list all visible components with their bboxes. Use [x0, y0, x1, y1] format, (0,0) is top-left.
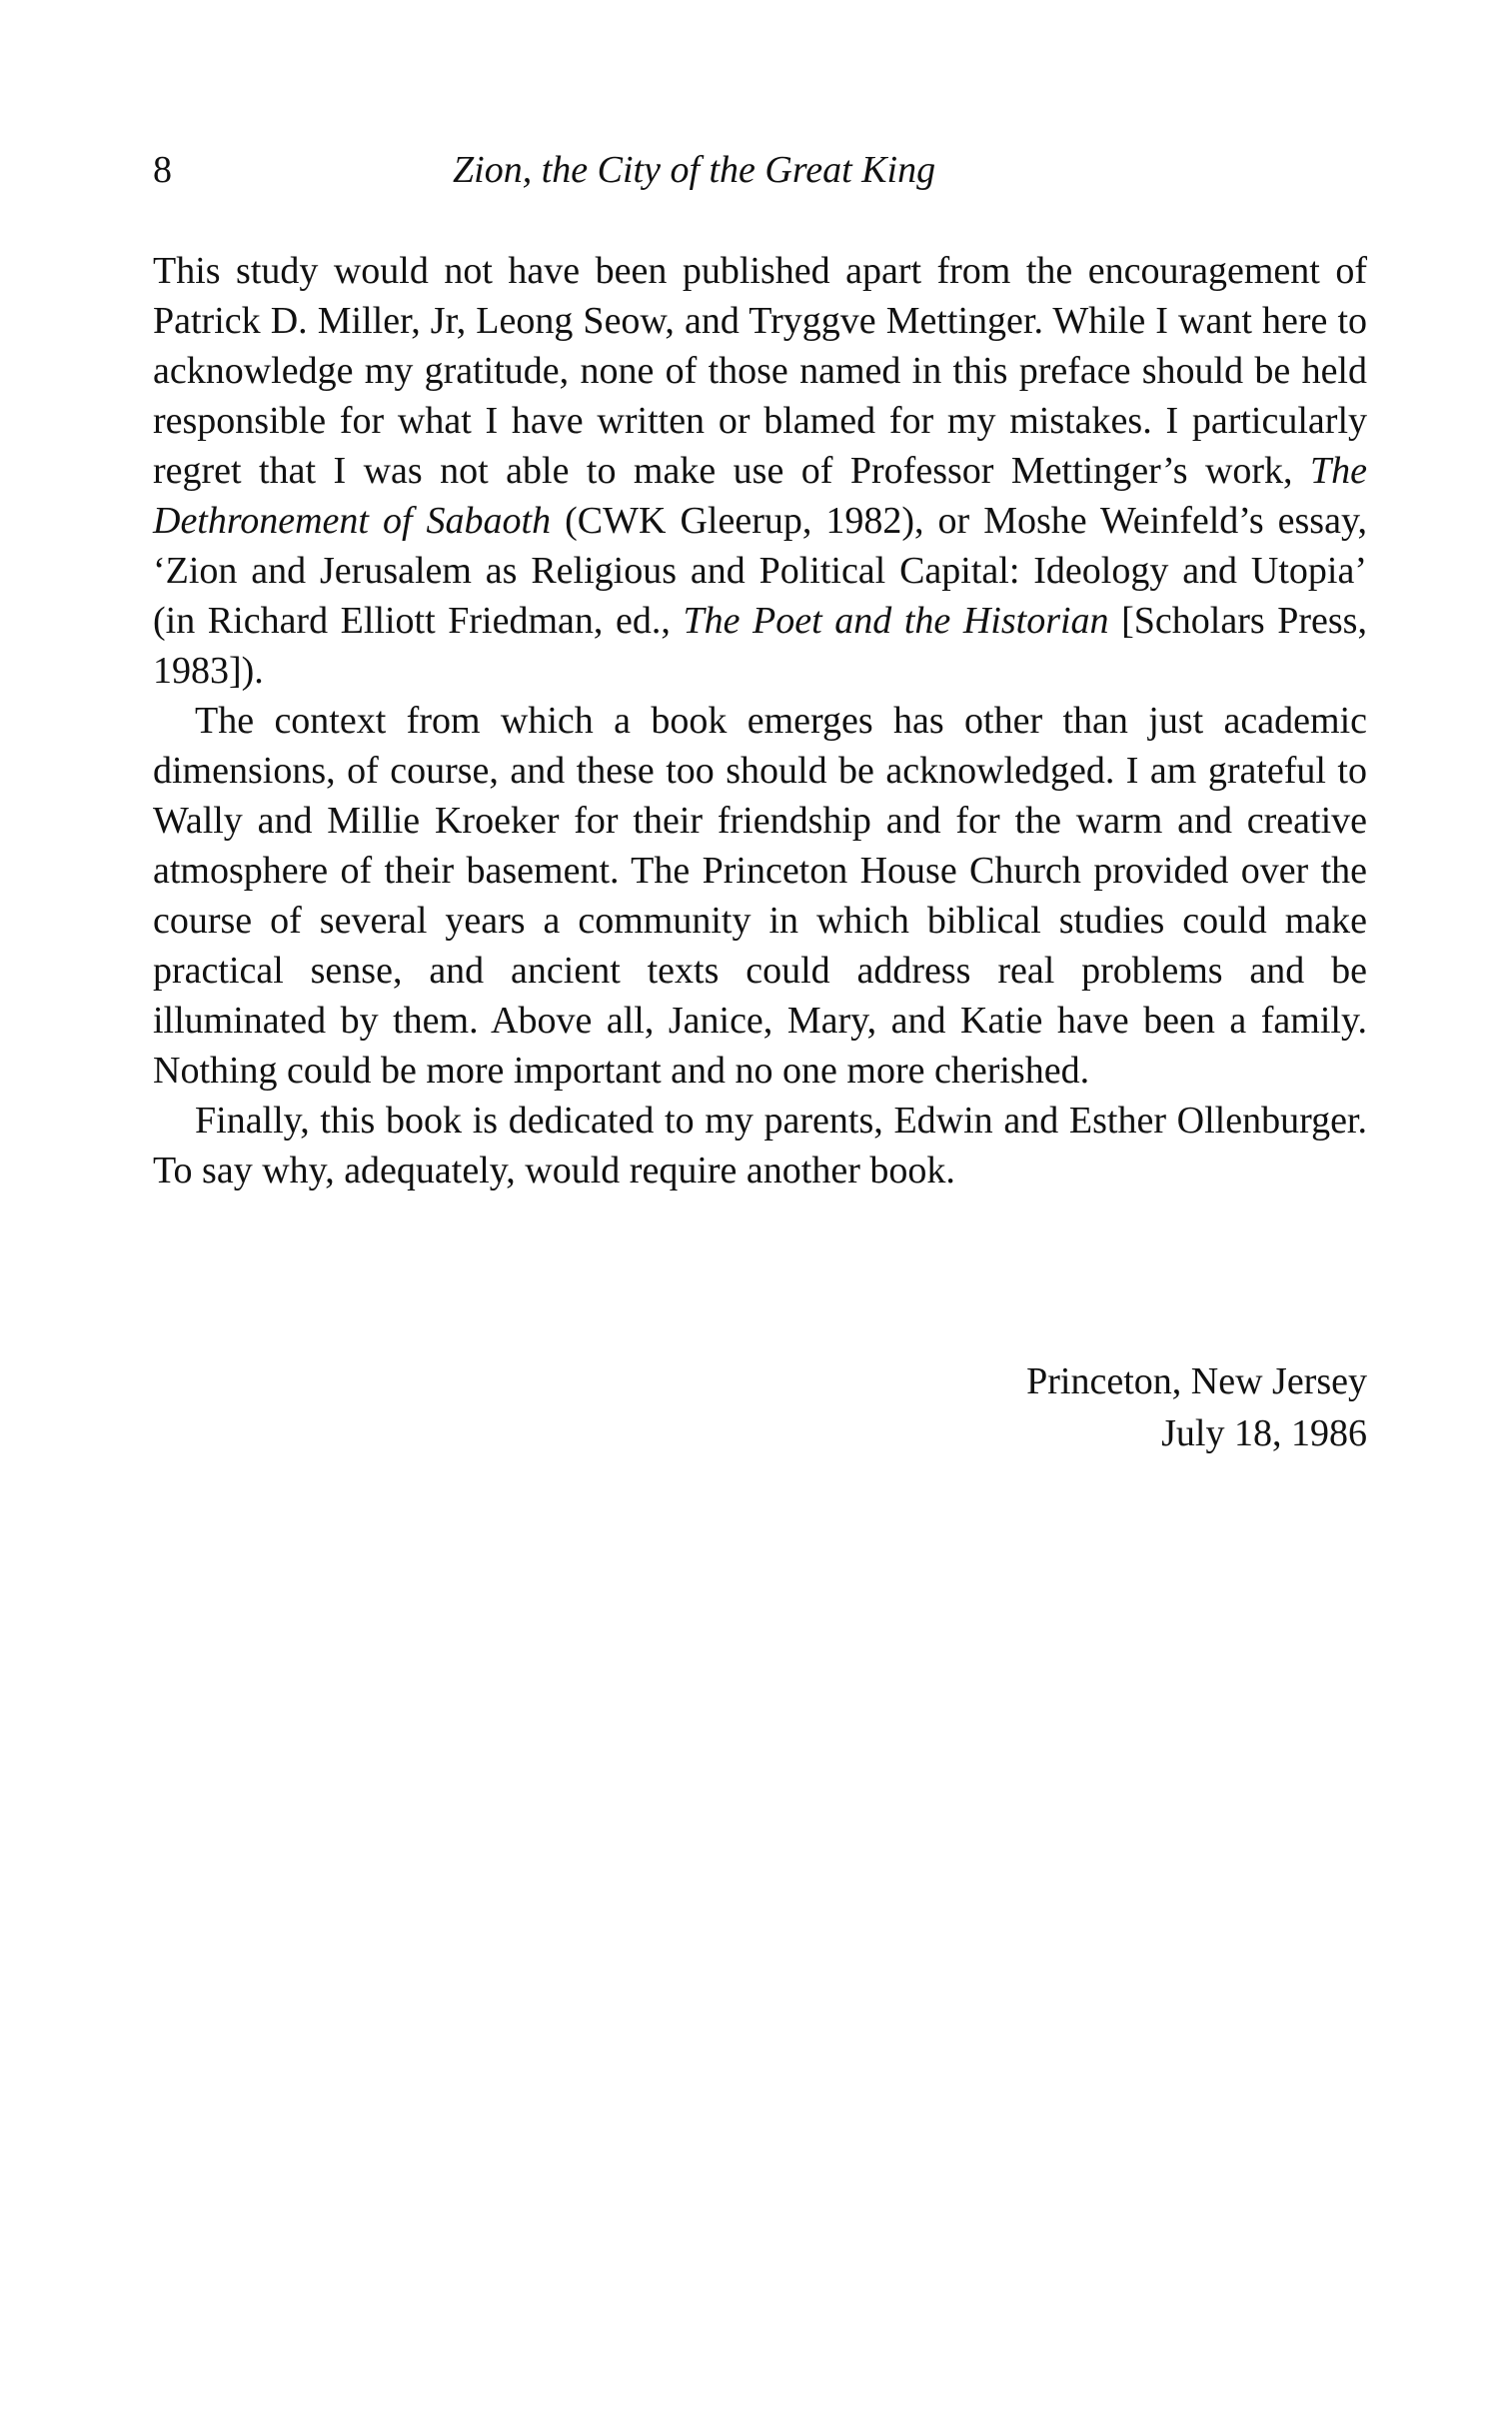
running-head	[153, 140, 1367, 200]
text-span: Finally, this book is dedicated to my parents, Edwin and Esther Ollenburger. To say why, adequately, would require another book.	[153, 1100, 1367, 1192]
signature-date: July 18, 1986	[1161, 1412, 1367, 1454]
signature-place: Princeton, New Jersey	[1026, 1360, 1367, 1402]
running-title: Zion, the City of the Great King	[453, 149, 936, 191]
text-span: (CWK Gleerup, 1982), or Moshe Weinfeld’s essay, ‘Zion and Jerusalem as Religious and Political Capital: Ideology and Utopia’ (in Richard Elliott Friedman, ed.,	[153, 500, 1367, 642]
signature-block	[153, 1355, 1367, 1459]
book-title: The Poet and the Historian	[683, 600, 1109, 642]
paragraph-acknowledgements	[153, 246, 1367, 696]
text-span: [Scholars Press, 1983]).	[153, 600, 1367, 692]
preface-body	[153, 246, 1367, 1196]
text-span: The context from which a book emerges has other than just academic dimensions, of course, and these too should be acknowledged. I am grateful to Wally and Millie Kroeker for their friendship and for the warm and creative atmosphere of their basement. The Princeton House Church provided over the course of several years a community in which biblical studies could make practical sense, and ancient texts could address real problems and be illuminated by them. Above all, Janice, Mary, and Katie have been a family. Nothing could be more important and no one more cherished.	[153, 700, 1367, 1092]
paragraph-dedication	[153, 1096, 1367, 1196]
paragraph-context	[153, 696, 1367, 1096]
text-span: This study would not have been published apart from the encouragement of Patrick D. Miller, Jr, Leong Seow, and Tryggve Mettinger. While I want here to acknowledge my gratitude, none of those named in this preface should be held responsible for what I have written or blamed for my mistakes. I particularly regret that I was not able to make use of Professor Mettinger’s work,	[153, 250, 1367, 492]
page-number: 8	[153, 149, 172, 191]
book-title: The Dethronement of Sabaoth	[153, 450, 1367, 542]
